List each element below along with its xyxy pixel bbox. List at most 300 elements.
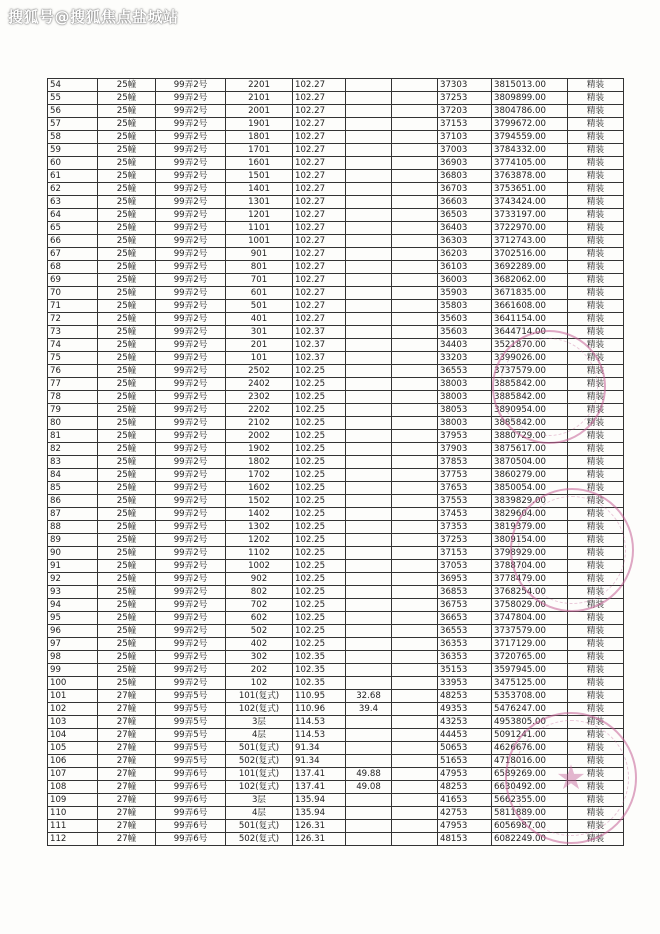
unit-price-cell: 38003	[438, 417, 492, 430]
row-number: 79	[48, 404, 98, 417]
area-cell: 102.37	[293, 352, 346, 365]
blank-cell	[392, 469, 438, 482]
table-row	[48, 92, 624, 105]
total-price-cell: 5091241.00	[492, 729, 568, 742]
room-cell: 2201	[226, 79, 293, 92]
total-price-cell: 3885842.00	[492, 391, 568, 404]
building-cell: 25幢	[98, 651, 156, 664]
area-cell: 102.25	[293, 547, 346, 560]
unit-price-cell: 44453	[438, 729, 492, 742]
blank-cell	[392, 79, 438, 92]
total-price-cell: 3815013.00	[492, 79, 568, 92]
area-cell: 91.34	[293, 755, 346, 768]
area-cell: 102.27	[293, 248, 346, 261]
table-row	[48, 196, 624, 209]
table-row	[48, 469, 624, 482]
decoration-cell: 精装	[568, 677, 624, 690]
extra-area-cell	[346, 404, 392, 417]
row-number: 66	[48, 235, 98, 248]
unit-price-cell: 36353	[438, 651, 492, 664]
total-price-cell: 3799672.00	[492, 118, 568, 131]
row-number: 110	[48, 807, 98, 820]
room-cell: 302	[226, 651, 293, 664]
total-price-cell: 3737579.00	[492, 365, 568, 378]
row-number: 58	[48, 131, 98, 144]
building-cell: 25幢	[98, 404, 156, 417]
unit-price-cell: 36553	[438, 365, 492, 378]
extra-area-cell	[346, 807, 392, 820]
unit-price-cell: 37953	[438, 430, 492, 443]
unit-price-cell: 36803	[438, 170, 492, 183]
room-cell: 4层	[226, 729, 293, 742]
building-cell: 25幢	[98, 495, 156, 508]
blank-cell	[392, 443, 438, 456]
unit-price-cell: 48253	[438, 690, 492, 703]
room-cell: 102(复式)	[226, 703, 293, 716]
extra-area-cell	[346, 313, 392, 326]
table-row	[48, 313, 624, 326]
room-cell: 202	[226, 664, 293, 677]
building-cell: 25幢	[98, 677, 156, 690]
room-cell: 101(复式)	[226, 690, 293, 703]
row-number: 73	[48, 326, 98, 339]
watermark-text: 搜狐号@搜狐焦点盐城站	[8, 8, 179, 26]
address-cell: 99弄6号	[156, 807, 226, 820]
extra-area-cell	[346, 287, 392, 300]
address-cell: 99弄2号	[156, 313, 226, 326]
area-cell: 102.27	[293, 222, 346, 235]
address-cell: 99弄2号	[156, 404, 226, 417]
table-row	[48, 157, 624, 170]
address-cell: 99弄2号	[156, 456, 226, 469]
table-row	[48, 547, 624, 560]
row-number: 84	[48, 469, 98, 482]
unit-price-cell: 50653	[438, 742, 492, 755]
row-number: 64	[48, 209, 98, 222]
extra-area-cell	[346, 417, 392, 430]
total-price-cell: 3661608.00	[492, 300, 568, 313]
total-price-cell: 3475125.00	[492, 677, 568, 690]
address-cell: 99弄2号	[156, 378, 226, 391]
table-row	[48, 391, 624, 404]
extra-area-cell	[346, 105, 392, 118]
row-number: 60	[48, 157, 98, 170]
decoration-cell: 精装	[568, 820, 624, 833]
unit-price-cell: 37003	[438, 144, 492, 157]
table-row	[48, 768, 624, 781]
extra-area-cell	[346, 443, 392, 456]
building-cell: 27幢	[98, 716, 156, 729]
building-cell: 27幢	[98, 833, 156, 846]
address-cell: 99弄2号	[156, 92, 226, 105]
area-cell: 102.27	[293, 313, 346, 326]
decoration-cell: 精装	[568, 352, 624, 365]
row-number: 54	[48, 79, 98, 92]
decoration-cell: 精装	[568, 755, 624, 768]
area-cell: 102.25	[293, 365, 346, 378]
unit-price-cell: 35803	[438, 300, 492, 313]
room-cell: 1801	[226, 131, 293, 144]
area-cell: 102.25	[293, 612, 346, 625]
area-cell: 91.34	[293, 742, 346, 755]
address-cell: 99弄2号	[156, 300, 226, 313]
blank-cell	[392, 651, 438, 664]
total-price-cell: 3768254.00	[492, 586, 568, 599]
address-cell: 99弄2号	[156, 599, 226, 612]
row-number: 107	[48, 768, 98, 781]
row-number: 63	[48, 196, 98, 209]
blank-cell	[392, 586, 438, 599]
area-cell: 102.27	[293, 105, 346, 118]
decoration-cell: 精装	[568, 222, 624, 235]
unit-price-cell: 37153	[438, 547, 492, 560]
total-price-cell: 6082249.00	[492, 833, 568, 846]
total-price-cell: 6589269.00	[492, 768, 568, 781]
row-number: 71	[48, 300, 98, 313]
building-cell: 25幢	[98, 534, 156, 547]
room-cell: 1002	[226, 560, 293, 573]
table-row	[48, 534, 624, 547]
area-cell: 102.25	[293, 495, 346, 508]
area-cell: 102.27	[293, 287, 346, 300]
total-price-cell: 3641154.00	[492, 313, 568, 326]
room-cell: 501	[226, 300, 293, 313]
total-price-cell: 3712743.00	[492, 235, 568, 248]
table-row	[48, 573, 624, 586]
extra-area-cell	[346, 820, 392, 833]
unit-price-cell: 36553	[438, 625, 492, 638]
row-number: 55	[48, 92, 98, 105]
room-cell: 1701	[226, 144, 293, 157]
blank-cell	[392, 209, 438, 222]
total-price-cell: 3743424.00	[492, 196, 568, 209]
address-cell: 99弄2号	[156, 352, 226, 365]
blank-cell	[392, 573, 438, 586]
row-number: 89	[48, 534, 98, 547]
blank-cell	[392, 339, 438, 352]
area-cell: 102.27	[293, 196, 346, 209]
unit-price-cell: 37103	[438, 131, 492, 144]
decoration-cell: 精装	[568, 326, 624, 339]
decoration-cell: 精装	[568, 274, 624, 287]
total-price-cell: 3671835.00	[492, 287, 568, 300]
unit-price-cell: 35903	[438, 287, 492, 300]
extra-area-cell	[346, 833, 392, 846]
unit-price-cell: 33953	[438, 677, 492, 690]
decoration-cell: 精装	[568, 196, 624, 209]
blank-cell	[392, 404, 438, 417]
building-cell: 25幢	[98, 612, 156, 625]
decoration-cell: 精装	[568, 781, 624, 794]
decoration-cell: 精装	[568, 716, 624, 729]
table-row	[48, 794, 624, 807]
table-body	[48, 79, 624, 846]
table-row	[48, 612, 624, 625]
building-cell: 25幢	[98, 625, 156, 638]
room-cell: 402	[226, 638, 293, 651]
decoration-cell: 精装	[568, 560, 624, 573]
address-cell: 99弄2号	[156, 417, 226, 430]
table-row	[48, 690, 624, 703]
decoration-cell: 精装	[568, 339, 624, 352]
room-cell: 601	[226, 287, 293, 300]
room-cell: 201	[226, 339, 293, 352]
blank-cell	[392, 742, 438, 755]
total-price-cell: 3819379.00	[492, 521, 568, 534]
building-cell: 25幢	[98, 118, 156, 131]
unit-price-cell: 36203	[438, 248, 492, 261]
decoration-cell: 精装	[568, 547, 624, 560]
row-number: 67	[48, 248, 98, 261]
decoration-cell: 精装	[568, 105, 624, 118]
row-number: 99	[48, 664, 98, 677]
total-price-cell: 3829604.00	[492, 508, 568, 521]
area-cell: 102.25	[293, 573, 346, 586]
table-row	[48, 352, 624, 365]
address-cell: 99弄2号	[156, 248, 226, 261]
area-cell: 114.53	[293, 716, 346, 729]
blank-cell	[392, 820, 438, 833]
unit-price-cell: 48153	[438, 833, 492, 846]
row-number: 105	[48, 742, 98, 755]
table-row	[48, 79, 624, 92]
row-number: 57	[48, 118, 98, 131]
table-row	[48, 807, 624, 820]
room-cell: 602	[226, 612, 293, 625]
blank-cell	[392, 248, 438, 261]
building-cell: 25幢	[98, 378, 156, 391]
total-price-cell: 3720765.00	[492, 651, 568, 664]
extra-area-cell	[346, 326, 392, 339]
unit-price-table	[47, 78, 624, 846]
decoration-cell: 精装	[568, 573, 624, 586]
room-cell: 1101	[226, 222, 293, 235]
address-cell: 99弄5号	[156, 729, 226, 742]
building-cell: 25幢	[98, 365, 156, 378]
table-row	[48, 300, 624, 313]
total-price-cell: 3880729.00	[492, 430, 568, 443]
row-number: 77	[48, 378, 98, 391]
row-number: 91	[48, 560, 98, 573]
table-row	[48, 274, 624, 287]
decoration-cell: 精装	[568, 495, 624, 508]
extra-area-cell	[346, 209, 392, 222]
table-row	[48, 521, 624, 534]
row-number: 88	[48, 521, 98, 534]
row-number: 104	[48, 729, 98, 742]
extra-area-cell	[346, 261, 392, 274]
unit-price-cell: 49353	[438, 703, 492, 716]
total-price-cell: 3784332.00	[492, 144, 568, 157]
unit-price-cell: 36653	[438, 612, 492, 625]
room-cell: 2302	[226, 391, 293, 404]
room-cell: 1702	[226, 469, 293, 482]
building-cell: 25幢	[98, 92, 156, 105]
unit-price-cell: 37253	[438, 534, 492, 547]
address-cell: 99弄2号	[156, 157, 226, 170]
room-cell: 2002	[226, 430, 293, 443]
row-number: 76	[48, 365, 98, 378]
blank-cell	[392, 170, 438, 183]
decoration-cell: 精装	[568, 729, 624, 742]
area-cell: 102.27	[293, 157, 346, 170]
extra-area-cell	[346, 183, 392, 196]
table-row	[48, 560, 624, 573]
area-cell: 102.25	[293, 417, 346, 430]
decoration-cell: 精装	[568, 833, 624, 846]
blank-cell	[392, 716, 438, 729]
total-price-cell: 3644714.00	[492, 326, 568, 339]
building-cell: 25幢	[98, 144, 156, 157]
building-cell: 25幢	[98, 196, 156, 209]
area-cell: 102.35	[293, 651, 346, 664]
total-price-cell: 3870504.00	[492, 456, 568, 469]
table-row	[48, 105, 624, 118]
extra-area-cell	[346, 300, 392, 313]
room-cell: 1902	[226, 443, 293, 456]
blank-cell	[392, 534, 438, 547]
building-cell: 27幢	[98, 794, 156, 807]
room-cell: 902	[226, 573, 293, 586]
area-cell: 102.27	[293, 183, 346, 196]
building-cell: 25幢	[98, 573, 156, 586]
area-cell: 102.25	[293, 443, 346, 456]
decoration-cell: 精装	[568, 430, 624, 443]
blank-cell	[392, 196, 438, 209]
area-cell: 102.25	[293, 560, 346, 573]
building-cell: 25幢	[98, 638, 156, 651]
area-cell: 102.25	[293, 521, 346, 534]
table-row	[48, 755, 624, 768]
table-row	[48, 651, 624, 664]
row-number: 95	[48, 612, 98, 625]
blank-cell	[392, 274, 438, 287]
address-cell: 99弄2号	[156, 443, 226, 456]
total-price-cell: 3809899.00	[492, 92, 568, 105]
extra-area-cell	[346, 716, 392, 729]
unit-price-cell: 42753	[438, 807, 492, 820]
area-cell: 102.25	[293, 586, 346, 599]
extra-area-cell: 49.88	[346, 768, 392, 781]
extra-area-cell	[346, 92, 392, 105]
extra-area-cell	[346, 638, 392, 651]
unit-price-cell: 37253	[438, 92, 492, 105]
extra-area-cell: 49.08	[346, 781, 392, 794]
area-cell: 102.25	[293, 391, 346, 404]
total-price-cell: 6056987.00	[492, 820, 568, 833]
building-cell: 27幢	[98, 742, 156, 755]
row-number: 85	[48, 482, 98, 495]
table-row	[48, 287, 624, 300]
area-cell: 102.25	[293, 469, 346, 482]
total-price-cell: 4718016.00	[492, 755, 568, 768]
row-number: 94	[48, 599, 98, 612]
row-number: 106	[48, 755, 98, 768]
extra-area-cell	[346, 573, 392, 586]
total-price-cell: 3717129.00	[492, 638, 568, 651]
address-cell: 99弄2号	[156, 547, 226, 560]
unit-price-cell: 36953	[438, 573, 492, 586]
blank-cell	[392, 287, 438, 300]
building-cell: 25幢	[98, 326, 156, 339]
decoration-cell: 精装	[568, 118, 624, 131]
building-cell: 25幢	[98, 352, 156, 365]
unit-price-cell: 41653	[438, 794, 492, 807]
building-cell: 25幢	[98, 131, 156, 144]
decoration-cell: 精装	[568, 300, 624, 313]
total-price-cell: 3682062.00	[492, 274, 568, 287]
area-cell: 102.27	[293, 170, 346, 183]
table-row	[48, 703, 624, 716]
table-row	[48, 365, 624, 378]
address-cell: 99弄6号	[156, 781, 226, 794]
area-cell: 102.27	[293, 92, 346, 105]
extra-area-cell	[346, 677, 392, 690]
table-row	[48, 235, 624, 248]
extra-area-cell	[346, 534, 392, 547]
total-price-cell: 3763878.00	[492, 170, 568, 183]
unit-price-cell: 38053	[438, 404, 492, 417]
blank-cell	[392, 118, 438, 131]
decoration-cell: 精装	[568, 79, 624, 92]
total-price-cell: 3804786.00	[492, 105, 568, 118]
unit-price-cell: 37353	[438, 521, 492, 534]
decoration-cell: 精装	[568, 404, 624, 417]
total-price-cell: 3778479.00	[492, 573, 568, 586]
blank-cell	[392, 768, 438, 781]
building-cell: 25幢	[98, 300, 156, 313]
decoration-cell: 精装	[568, 456, 624, 469]
row-number: 82	[48, 443, 98, 456]
address-cell: 99弄2号	[156, 495, 226, 508]
extra-area-cell	[346, 625, 392, 638]
total-price-cell: 3890954.00	[492, 404, 568, 417]
room-cell: 2101	[226, 92, 293, 105]
row-number: 68	[48, 261, 98, 274]
room-cell: 2102	[226, 417, 293, 430]
address-cell: 99弄2号	[156, 196, 226, 209]
address-cell: 99弄2号	[156, 469, 226, 482]
seal-star-icon: ★	[555, 758, 587, 798]
extra-area-cell	[346, 391, 392, 404]
row-number: 78	[48, 391, 98, 404]
unit-price-cell: 35153	[438, 664, 492, 677]
extra-area-cell: 32.68	[346, 690, 392, 703]
decoration-cell: 精装	[568, 508, 624, 521]
address-cell: 99弄2号	[156, 638, 226, 651]
unit-price-cell: 37303	[438, 79, 492, 92]
total-price-cell: 3737579.00	[492, 625, 568, 638]
area-cell: 114.53	[293, 729, 346, 742]
extra-area-cell	[346, 456, 392, 469]
decoration-cell: 精装	[568, 209, 624, 222]
table-row	[48, 820, 624, 833]
blank-cell	[392, 690, 438, 703]
address-cell: 99弄2号	[156, 287, 226, 300]
address-cell: 99弄2号	[156, 560, 226, 573]
blank-cell	[392, 729, 438, 742]
address-cell: 99弄2号	[156, 118, 226, 131]
unit-price-cell: 36403	[438, 222, 492, 235]
building-cell: 25幢	[98, 599, 156, 612]
decoration-cell: 精装	[568, 313, 624, 326]
room-cell: 1102	[226, 547, 293, 560]
area-cell: 102.25	[293, 456, 346, 469]
room-cell: 702	[226, 599, 293, 612]
area-cell: 102.27	[293, 261, 346, 274]
decoration-cell: 精装	[568, 469, 624, 482]
blank-cell	[392, 755, 438, 768]
